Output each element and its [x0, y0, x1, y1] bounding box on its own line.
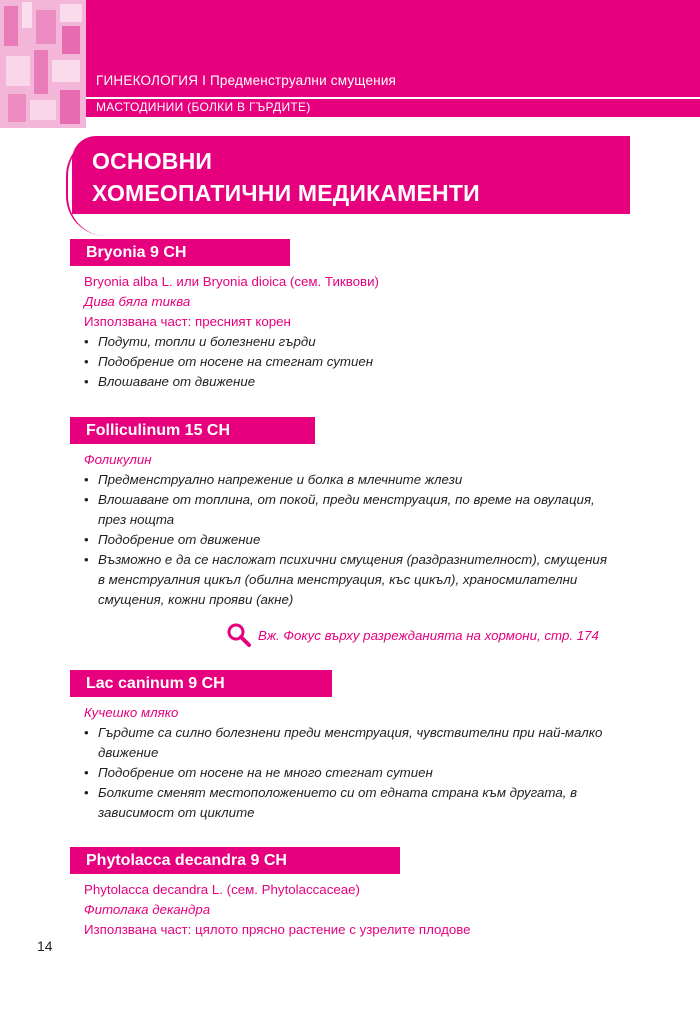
bryonia-latin-name: Bryonia alba L. или Bryonia dioica (сем. Тиквови) [84, 274, 379, 289]
bullet-text: Гърдите са силно болезнени преди менструация, чувствителни при най-малко [98, 725, 603, 740]
bullet-dot: • [84, 354, 89, 369]
phytolacca-used-part: Използвана част: цялото прясно растение с узрелите плодове [84, 922, 471, 937]
list-item [84, 332, 316, 352]
list-item [84, 530, 260, 550]
phytolacca-latin-name: Phytolacca decandra L. (сем. Phytolaccaceae) [84, 882, 360, 897]
bullet-text: Подобрение от носене на стегнат сутиен [98, 354, 374, 369]
title-banner [66, 136, 630, 214]
list-item [84, 490, 595, 510]
section-heading: МАСТОДИНИИ (БОЛКИ В ГЪРДИТЕ) [96, 100, 311, 114]
list-item [84, 723, 602, 743]
bullet-text: Възможно е да се насложат психични смущения (раздразнителност), смущения [98, 552, 607, 567]
bullet-text: Предменструално напрежение и болка в млечните жлези [98, 472, 463, 487]
bullet-text: Влошаване от топлина, от покой, преди менструация, по време на овулация, [98, 492, 595, 507]
title-line-2: ХОМЕОПАТИЧНИ МЕДИКАМЕНТИ [92, 180, 480, 206]
folliculinum-common-name: Фоликулин [84, 452, 152, 467]
cross-reference[interactable] [226, 621, 599, 649]
list-item [84, 372, 255, 392]
bullet-continuation: в менструалния цикъл (обилна менструация, къс цикъл), храносмилателни [98, 572, 578, 587]
bryonia-common-name: Дива бяла тиква [84, 294, 191, 309]
page-number: 14 [37, 938, 53, 954]
title-box [72, 136, 630, 214]
bullet-dot: • [84, 334, 89, 349]
list-item [84, 783, 577, 803]
bullet-dot: • [84, 552, 89, 567]
bullet-text: Подобрение от движение [98, 532, 261, 547]
list-item [84, 352, 373, 372]
heading-bryonia: Bryonia 9 CH [70, 239, 290, 266]
bullet-text: Влошаване от движение [98, 374, 256, 389]
bullet-continuation: движение [98, 745, 159, 760]
bullet-continuation: зависимост от циклите [98, 805, 255, 820]
bullet-continuation: смущения, кожни прояви (акне) [98, 592, 294, 607]
magnifier-icon [226, 622, 252, 648]
list-item [84, 763, 433, 783]
heading-lac-caninum: Lac caninum 9 CH [70, 670, 332, 697]
list-item [84, 470, 462, 490]
bullet-text: Болките сменят местоположението си от едната страна към другата, в [98, 785, 578, 800]
heading-phytolacca: Phytolacca decandra 9 CH [70, 847, 400, 874]
bullet-continuation: през нощта [98, 512, 175, 527]
lac-caninum-common-name: Кучешко мляко [84, 705, 179, 720]
bullet-dot: • [84, 532, 89, 547]
bullet-text: Подути, топли и болезнени гърди [98, 334, 316, 349]
running-head: ГИНЕКОЛОГИЯ I Предменструални смущения [96, 73, 397, 88]
bullet-dot: • [84, 492, 89, 507]
heading-folliculinum: Folliculinum 15 CH [70, 417, 315, 444]
phytolacca-common-name: Фитолака декандра [84, 902, 211, 917]
bullet-dot: • [84, 765, 89, 780]
bullet-dot: • [84, 785, 89, 800]
list-item [84, 550, 607, 570]
title-line-1: ОСНОВНИ [92, 148, 213, 174]
bryonia-used-part: Използвана част: пресният корен [84, 314, 291, 329]
cross-reference-text: Вж. Фокус върху разрежданията на хормони, стр. 174 [258, 627, 599, 643]
bullet-dot: • [84, 374, 89, 389]
bullet-dot: • [84, 725, 89, 740]
bullet-text: Подобрение от носене на не много стегнат сутиен [98, 765, 433, 780]
corner-decoration [0, 0, 86, 128]
bullet-dot: • [84, 472, 89, 487]
